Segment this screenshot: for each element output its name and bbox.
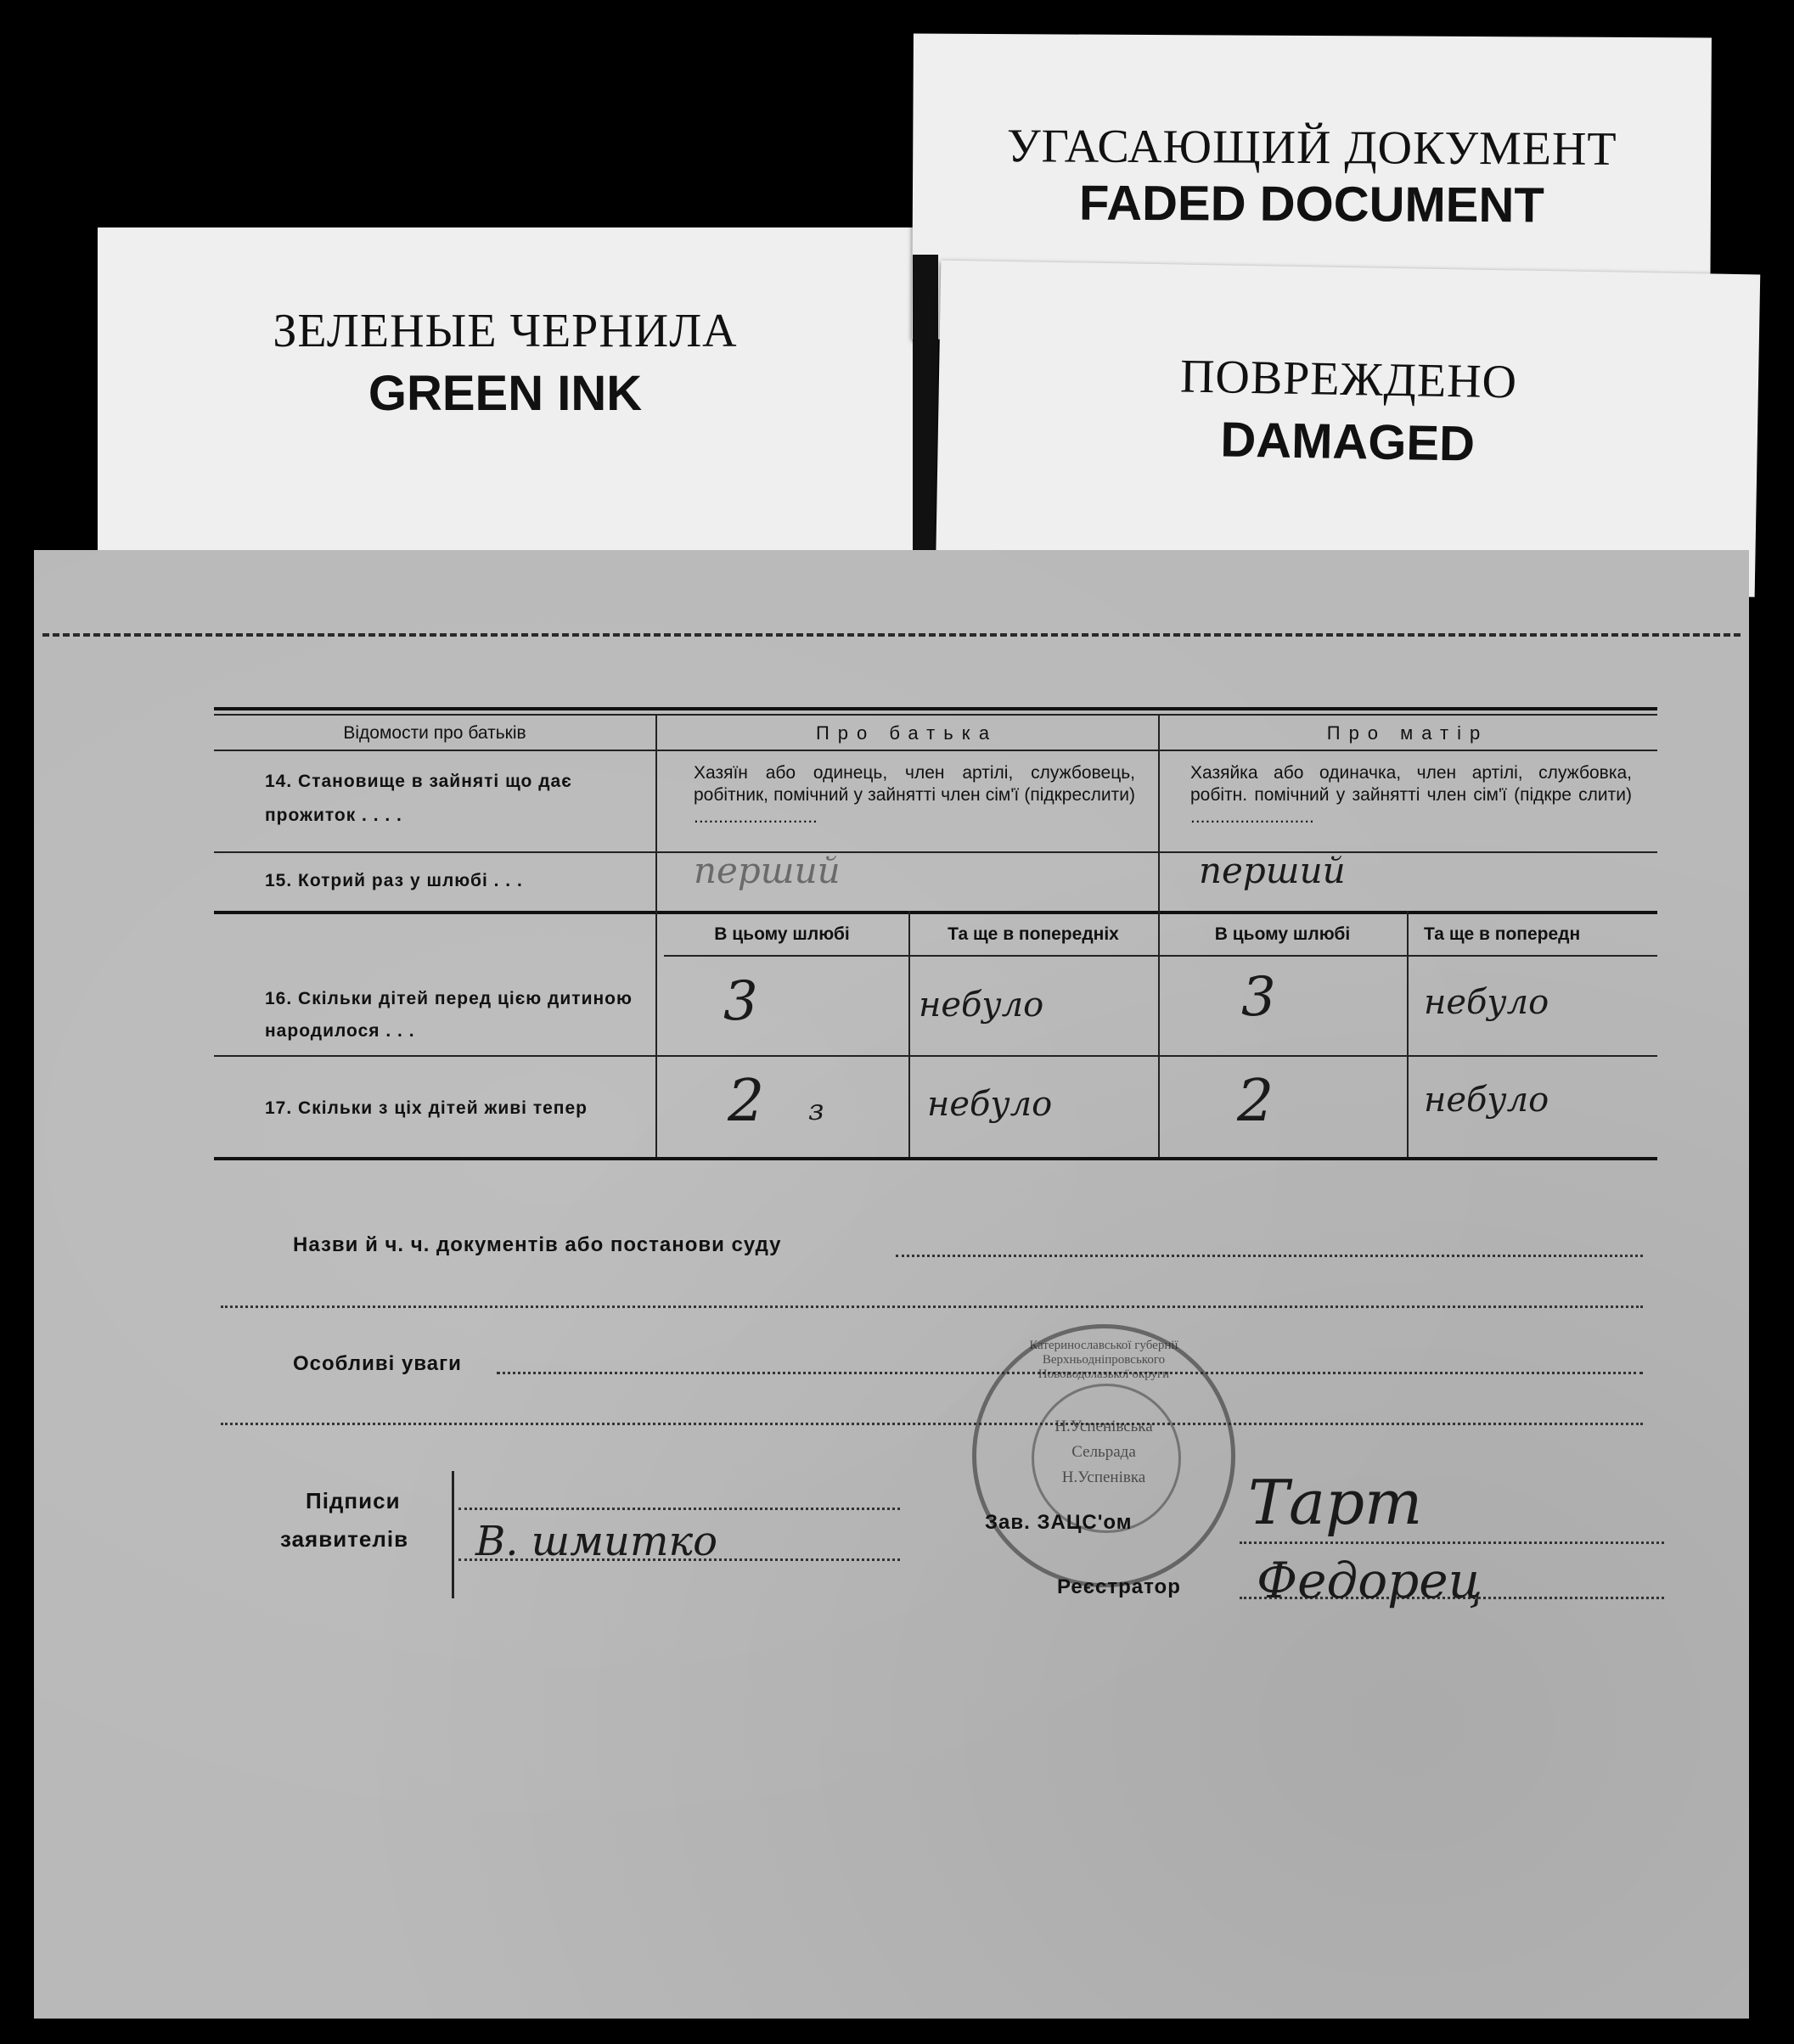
- row16-mother-prev: небуло: [1424, 983, 1549, 1022]
- parents-table: [214, 707, 1657, 1361]
- registration-form-page: [34, 550, 1749, 2019]
- remarks-dotline-2: [221, 1423, 1643, 1425]
- stamp-outer-text: Катеринославської губернії Верхньодніпровського Нововодолазької округи: [1029, 1339, 1178, 1381]
- registrar-label: Реєстратор: [1057, 1575, 1181, 1598]
- subheader-mother-this: В цьому шлюбі: [1214, 924, 1351, 944]
- signatures-label-2: заявителів: [280, 1526, 409, 1552]
- row16-mother-this: 3: [1241, 966, 1276, 1029]
- documents-dotline-2: [221, 1306, 1643, 1308]
- row17-label: 17. Скільки з ціх дітей живі тепер: [265, 1098, 588, 1118]
- divider-strip: [913, 255, 938, 552]
- head-of-registry-label: Зав. ЗАЦС'ом: [985, 1511, 1133, 1534]
- perforation-line: [42, 633, 1741, 637]
- row17-father-extra: з: [808, 1093, 824, 1127]
- stamp-line3: Н.Успенівка: [1061, 1468, 1146, 1486]
- head-dotline: [1240, 1541, 1664, 1544]
- row17-mother-prev: небуло: [1424, 1081, 1549, 1120]
- header-parents: Відомости про батьків: [343, 723, 526, 743]
- subheader-father-this: В цьому шлюбі: [714, 924, 850, 944]
- subheader-mother-prev: Та ще в попередн: [1424, 924, 1581, 944]
- signature-bracket: [452, 1471, 454, 1598]
- row14-mother-options: Хазяйка або одиначка, член артілі, службовка, робітн. помічний у зайнятті член сім'ї (підкре слити) .........................: [1190, 763, 1632, 827]
- documents-dotline: [896, 1255, 1643, 1257]
- row16-father-this: 3: [723, 970, 758, 1033]
- row17-father-this: 2: [728, 1068, 765, 1135]
- stamp-line2: Сельрада: [1071, 1443, 1136, 1461]
- header-father: Про батька: [815, 722, 998, 744]
- registrar-signature: Федорец: [1257, 1552, 1483, 1609]
- faded-note-en: FADED DOCUMENT: [1078, 175, 1544, 233]
- faded-note-ru: УГАСАЮЩИЙ ДОКУМЕНТ: [1006, 120, 1617, 176]
- row14-label: 14. Становище в зайняті що дає прожиток . . . .: [265, 772, 572, 825]
- row14-father-options: Хазяїн або одинець, член артілі, службовець, робітник, помічний у зайнятті член сім'ї (підкреслити) .........................: [694, 763, 1135, 827]
- green-ink-note-en: GREEN INK: [368, 366, 643, 421]
- official-stamp: [972, 1324, 1235, 1587]
- row17-father-prev: небуло: [927, 1085, 1053, 1124]
- applicant-signature: В. шмитко: [475, 1518, 718, 1565]
- damaged-note-ru: ПОВРЕЖДЕНО: [1179, 350, 1518, 409]
- damaged-note: [936, 261, 1760, 598]
- row17-mother-this: 2: [1237, 1068, 1274, 1135]
- head-signature: Тарт: [1248, 1467, 1423, 1538]
- row15-mother-handwriting: перший: [1199, 850, 1346, 891]
- stamp-line1: Н.Успенівська: [1054, 1418, 1153, 1435]
- green-ink-note-ru: ЗЕЛЕНЫЕ ЧЕРНИЛА: [273, 305, 738, 357]
- subheader-father-prev: Та ще в попередніх: [948, 924, 1119, 944]
- row16-label: 16. Скільки дітей перед цією дитиною народилося . . .: [265, 989, 633, 1041]
- documents-label: Назви й ч. ч. документів або постанови суду: [293, 1233, 782, 1256]
- green-ink-note: [98, 227, 913, 584]
- damaged-note-en: DAMAGED: [1219, 412, 1476, 472]
- header-mother: Про матір: [1326, 722, 1489, 744]
- remarks-label: Особливі уваги: [293, 1352, 462, 1375]
- row15-label: 15. Котрий раз у шлюбі . . .: [265, 871, 523, 890]
- row16-father-prev: небуло: [919, 986, 1044, 1025]
- row15-father-handwriting: перший: [694, 850, 841, 891]
- signature-dotline-1: [458, 1508, 900, 1510]
- signatures-label-1: Підписи: [306, 1488, 401, 1513]
